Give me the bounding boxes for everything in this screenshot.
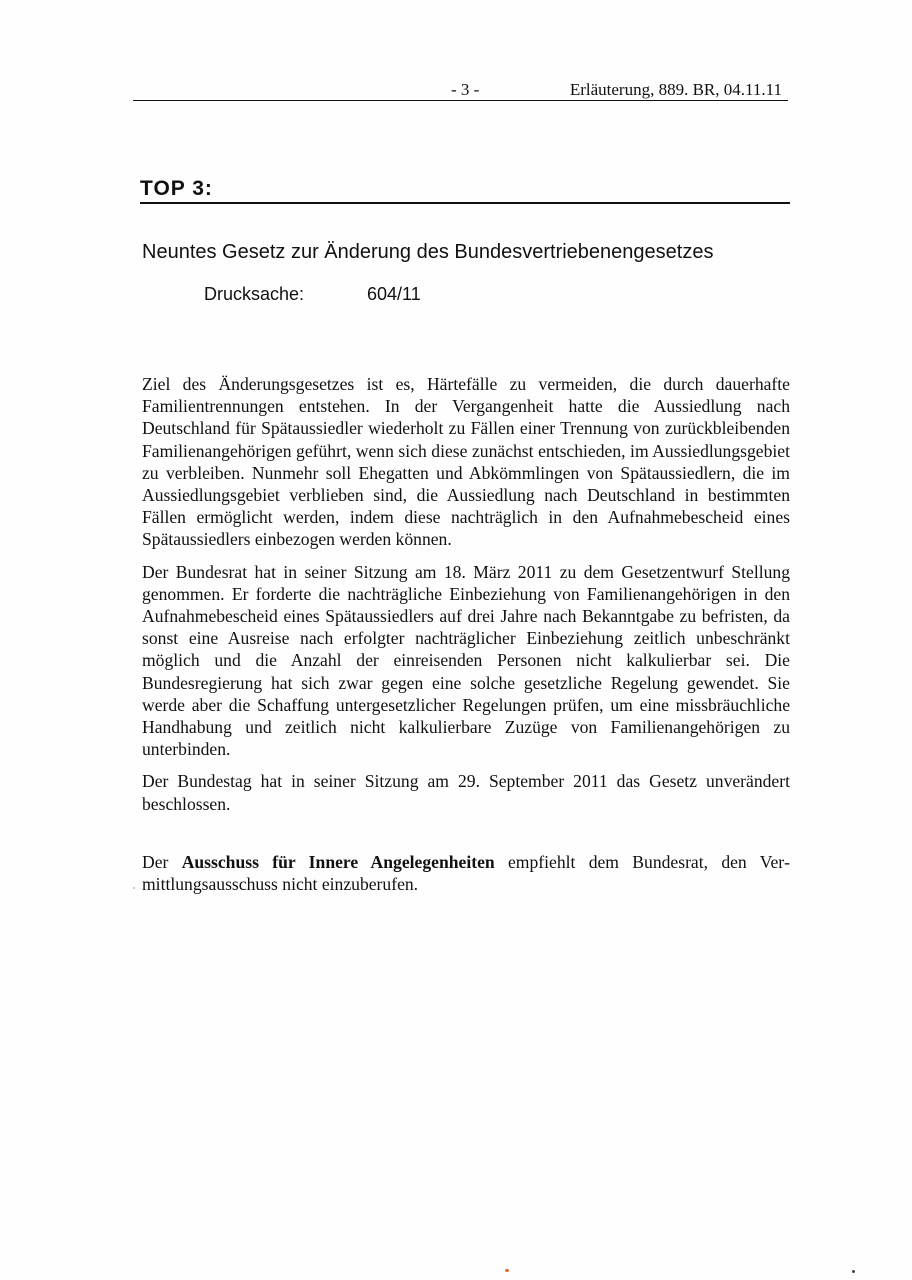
drucksache-label: Drucksache:: [204, 284, 305, 304]
paragraph-bundesrat-opinion: Der Bundesrat hat in seiner Sitzung am 18. März 2011 zu dem Gesetzentwurf Stellung genommen. Er forderte die nachträgliche Einbeziehung von Familienangehörigen in den Aufnahmebescheid eines Spätaussiedlers auf drei Jahre nach Bekanntgabe zu befristen, da sonst eine Ausreise nach erfolgter nachträglicher Einbeziehung zeitlich unbeschränkt möglich und die Anzahl der einreisenden Personen nicht kalkulierbar sei. Die Bundesregierung hat sich zwar gegen eine solche gesetzliche Regelung gewendet. Sie werde aber die Schaffung untergesetzlicher Regelungen prüfen, um eine missbräuchliche Handhabung und zeitlich nicht kalkulierbare Zuzüge von Familienangehörigen zu unterbinden.: [142, 561, 790, 760]
committee-name: Ausschuss für Innere Angelegenheiten: [181, 852, 495, 872]
scan-speck: [505, 1269, 509, 1272]
committee-recommendation: [142, 851, 790, 895]
recommendation-text: empfiehlt dem Bundesrat, den Vermittlungsausschuss nicht einzuberufen.: [142, 852, 790, 895]
scan-speck: [133, 887, 135, 889]
paragraph-bundestag-decision: Der Bundestag hat in seiner Sitzung am 29. September 2011 das Gesetz unverändert beschlossen.: [142, 771, 790, 814]
recommendation-prefix: Der: [142, 852, 182, 872]
drucksache-number: 604/11: [367, 284, 421, 304]
scan-speck: [852, 1270, 855, 1273]
paragraph-goal: Ziel des Änderungsgesetzes ist es, Härtefälle zu vermeiden, die durch dauerhafte Familientrennungen entstehen. In der Vergangenheit hatte die Aussiedlung nach Deutschland für Spätaussiedler wiederholt zu Fällen einer Trennung von zurückbleibenden Familienangehörigen geführt, wenn sich diese zunächst entschieden, im Aussiedlungsgebiet zu verbleiben. Nunmehr soll Ehegatten und Abkömmlingen von Spätaussiedlern, die im Aussiedlungsgebiet verblieben sind, die Aussiedlung nach Deutschland in bestimmten Fällen ermöglicht werden, indem diese nachträglich in den Aufnahmebescheid eines Spätaussiedlers einbezogen werden können.: [142, 374, 790, 550]
page-number: - 3 -: [451, 80, 480, 99]
drucksache-line: [204, 284, 421, 305]
agenda-item-heading: TOP 3:: [140, 177, 790, 204]
page-header: [133, 78, 788, 101]
explanation-body: [142, 373, 790, 825]
law-title: Neuntes Gesetz zur Änderung des Bundesvertriebenengesetzes: [142, 241, 714, 263]
document-reference: Erläuterung, 889. BR, 04.11.11: [569, 80, 782, 99]
